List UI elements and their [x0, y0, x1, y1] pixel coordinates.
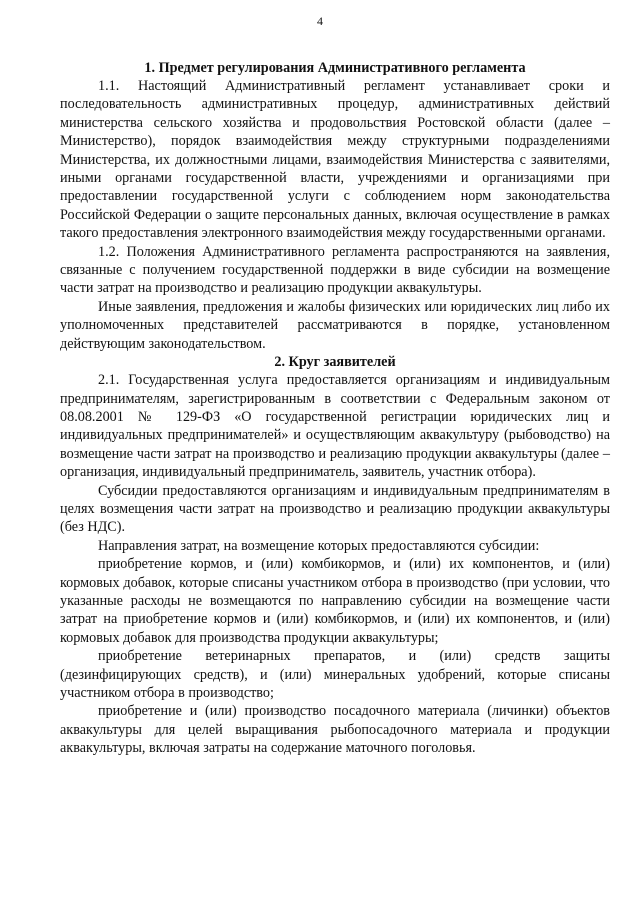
paragraph-2-4: приобретение кормов, и (или) комбикормов, и (или) их компонентов, и (или) кормовых добавок, которые списаны участником отбора в производство (при условии, что указанные расходы не возмещаются по направлению субсидии на возмещение части затрат на приобретение кормов и (или) комбикормов, и (или) их компонентов, и (или) кормовых добавок для производства продукции аквакультуры;: [60, 556, 610, 646]
paragraph-2-1: 2.1. Государственная услуга предоставляется организациям и индивидуальным предпринимателям, зарегистрированным в соответствии с Федеральным законом от 08.08.2001 № 129-ФЗ «О государственной регистрации юридических лиц и индивидуальных предпринимателей» и осуществляющим аквакультуру (рыбоводство) на возмещение части затрат на производство и реализацию продукции аквакультуры (далее – организация, индивидуальный предприниматель, заявитель, участник отбора).: [60, 372, 610, 481]
paragraph-1-1: 1.1. Настоящий Административный регламент устанавливает сроки и последовательность административных процедур, административных действий министерства сельского хозяйства и продовольствия Ростовской области (далее – Министерство), порядок взаимодействия между структурными подразделениями Министерства, их должностными лицами, взаимодействия Министерства с заявителями, иными органами государственной власти, учреждениями и организациями при предоставлении государственной услуги с соблюдением норм законодательства Российской Федерации о защите персональных данных, включая осуществление в рамках такого предоставления электронного взаимодействия между государственными органами.: [60, 78, 610, 242]
paragraph-2-2: Субсидии предоставляются организациям и индивидуальным предпринимателям в целях возмещения части затрат на производство и реализацию продукции аквакультуры (без НДС).: [60, 482, 610, 536]
document-body: [60, 59, 610, 758]
paragraph-1-2: 1.2. Положения Административного регламента распространяются на заявления, связанные с получением государственной поддержки в виде субсидии на возмещение части затрат на производство и реализацию продукции аквакультуры.: [60, 243, 610, 297]
section-heading-subject: 1. Предмет регулирования Административного регламента: [144, 60, 526, 76]
paragraph-1-3: Иные заявления, предложения и жалобы физических или юридических лиц либо их уполномоченных представителей рассматриваются в порядке, установленном действующим законодательством.: [60, 298, 610, 352]
paragraph-2-5: приобретение ветеринарных препаратов, и (или) средств защиты (дезинфицирующих средств), и (или) минеральных удобрений, которые списаны участником отбора в производство;: [60, 648, 610, 701]
page-number: 4: [317, 14, 323, 28]
section-heading-applicants: 2. Круг заявителей: [274, 354, 396, 371]
paragraph-2-3: Направления затрат, на возмещение которых предоставляются субсидии:: [98, 537, 540, 554]
paragraph-2-6: приобретение и (или) производство посадочного материала (личинки) объектов аквакультуры для целей выращивания рыбопосадочного материала и продукции аквакультуры, включая затраты на содержание маточного поголовья.: [60, 703, 610, 757]
